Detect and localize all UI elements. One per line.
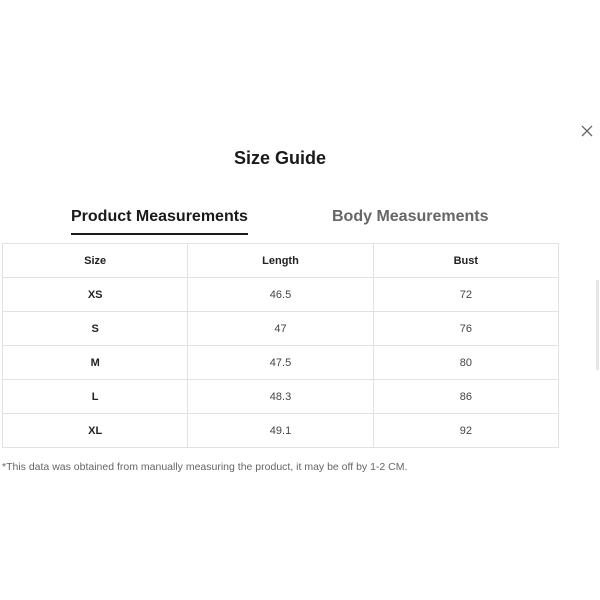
tab-label: Product Measurements [71, 208, 248, 225]
tab-body-measurements[interactable] [332, 208, 489, 226]
bust-cell: 76 [373, 312, 558, 346]
tab-bar [0, 208, 560, 238]
size-cell: XS [3, 278, 188, 312]
size-cell: XL [3, 414, 188, 448]
tab-product-measurements[interactable] [71, 208, 248, 226]
bust-cell: 92 [373, 414, 558, 448]
size-cell: S [3, 312, 188, 346]
close-button[interactable] [580, 124, 596, 140]
tab-label: Body Measurements [332, 208, 489, 225]
table-row [3, 414, 559, 448]
length-cell: 49.1 [188, 414, 373, 448]
length-cell: 47.5 [188, 346, 373, 380]
dialog-title: Size Guide [233, 148, 327, 168]
size-cell: L [3, 380, 188, 414]
length-cell: 48.3 [188, 380, 373, 414]
measurement-note: *This data was obtained from manually measuring the product, it may be off by 1-2 CM. [2, 461, 408, 473]
scrollbar[interactable] [596, 280, 599, 370]
table-row [3, 380, 559, 414]
size-table [2, 243, 559, 448]
bust-cell: 80 [373, 346, 558, 380]
length-cell: 46.5 [188, 278, 373, 312]
column-header-length: Length [188, 244, 373, 278]
column-header-bust: Bust [373, 244, 558, 278]
column-header-size: Size [3, 244, 188, 278]
table-row [3, 346, 559, 380]
table-row [3, 312, 559, 346]
bust-cell: 86 [373, 380, 558, 414]
bust-cell: 72 [373, 278, 558, 312]
size-cell: M [3, 346, 188, 380]
table-header-row [3, 244, 559, 278]
table-row [3, 278, 559, 312]
close-icon [580, 124, 594, 138]
length-cell: 47 [188, 312, 373, 346]
active-tab-underline [71, 233, 248, 235]
